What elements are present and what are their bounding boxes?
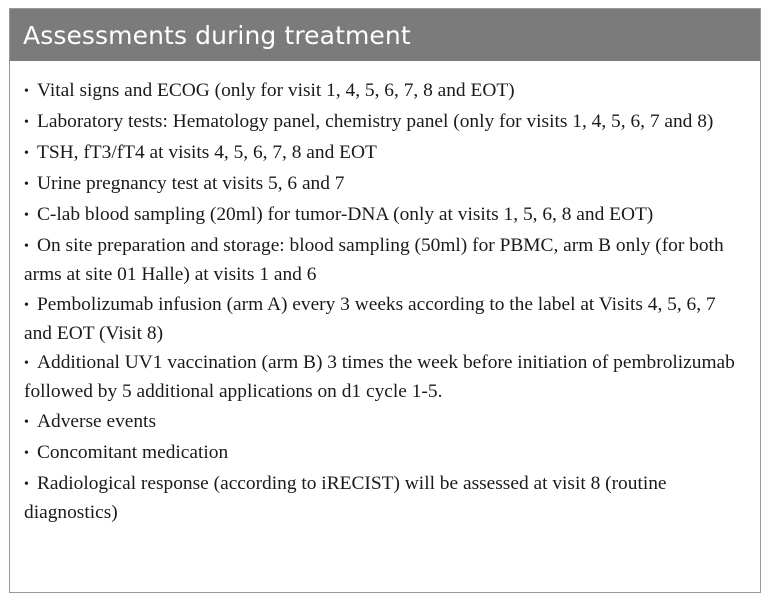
list-item-text: Additional UV1 vaccination (arm B) 3 times the week before initiation of pembrolizumab followed by 5 additional applications on d1 cycle 1-5. — [24, 352, 735, 403]
list-item-text: C-lab blood sampling (20ml) for tumor-DNA (only at visits 1, 5, 6, 8 and EOT) — [37, 203, 654, 225]
bullet-icon: • — [24, 207, 29, 223]
list-item — [24, 349, 740, 406]
panel-body — [10, 61, 760, 527]
list-item — [24, 170, 740, 199]
bullet-icon: • — [24, 356, 29, 372]
list-item-text: TSH, fT3/fT4 at visits 4, 5, 6, 7, 8 and EOT — [37, 141, 377, 163]
list-item — [24, 291, 740, 348]
list-item-text: Concomitant medication — [37, 442, 229, 464]
bullet-icon: • — [24, 297, 29, 313]
bullet-icon: • — [24, 446, 29, 462]
assessments-panel — [9, 8, 761, 593]
list-item-text: Laboratory tests: Hematology panel, chemistry panel (only for visits 1, 4, 5, 6, 7 and 8) — [37, 110, 714, 132]
list-item-text: Radiological response (according to iRECIST) will be assessed at visit 8 (routine diagnostics) — [24, 473, 667, 524]
bullet-icon: • — [24, 145, 29, 161]
list-item — [24, 108, 740, 137]
list-item-text: Adverse events — [37, 411, 156, 433]
panel-title: Assessments during treatment — [23, 20, 411, 50]
bullet-icon: • — [24, 415, 29, 431]
list-item-text: Urine pregnancy test at visits 5, 6 and 7 — [37, 172, 345, 194]
list-item — [24, 470, 740, 527]
list-item-text: Vital signs and ECOG (only for visit 1, 4, 5, 6, 7, 8 and EOT) — [37, 80, 515, 101]
bullet-icon: • — [24, 114, 29, 130]
list-item — [24, 201, 740, 230]
list-item — [24, 439, 740, 468]
list-item — [24, 77, 740, 106]
list-item — [24, 232, 740, 289]
bullet-icon: • — [24, 84, 29, 99]
assessment-list — [24, 77, 740, 527]
list-item — [24, 139, 740, 168]
list-item — [24, 408, 740, 437]
list-item-text: Pembolizumab infusion (arm A) every 3 weeks according to the label at Visits 4, 5, 6, 7 and EOT (Visit 8) — [24, 293, 716, 344]
list-item-text: On site preparation and storage: blood sampling (50ml) for PBMC, arm B only (for both arms at site 01 Halle) at visits 1 and 6 — [24, 234, 724, 285]
panel-header — [10, 9, 760, 61]
bullet-icon: • — [24, 238, 29, 254]
bullet-icon: • — [24, 477, 29, 493]
bullet-icon: • — [24, 176, 29, 192]
